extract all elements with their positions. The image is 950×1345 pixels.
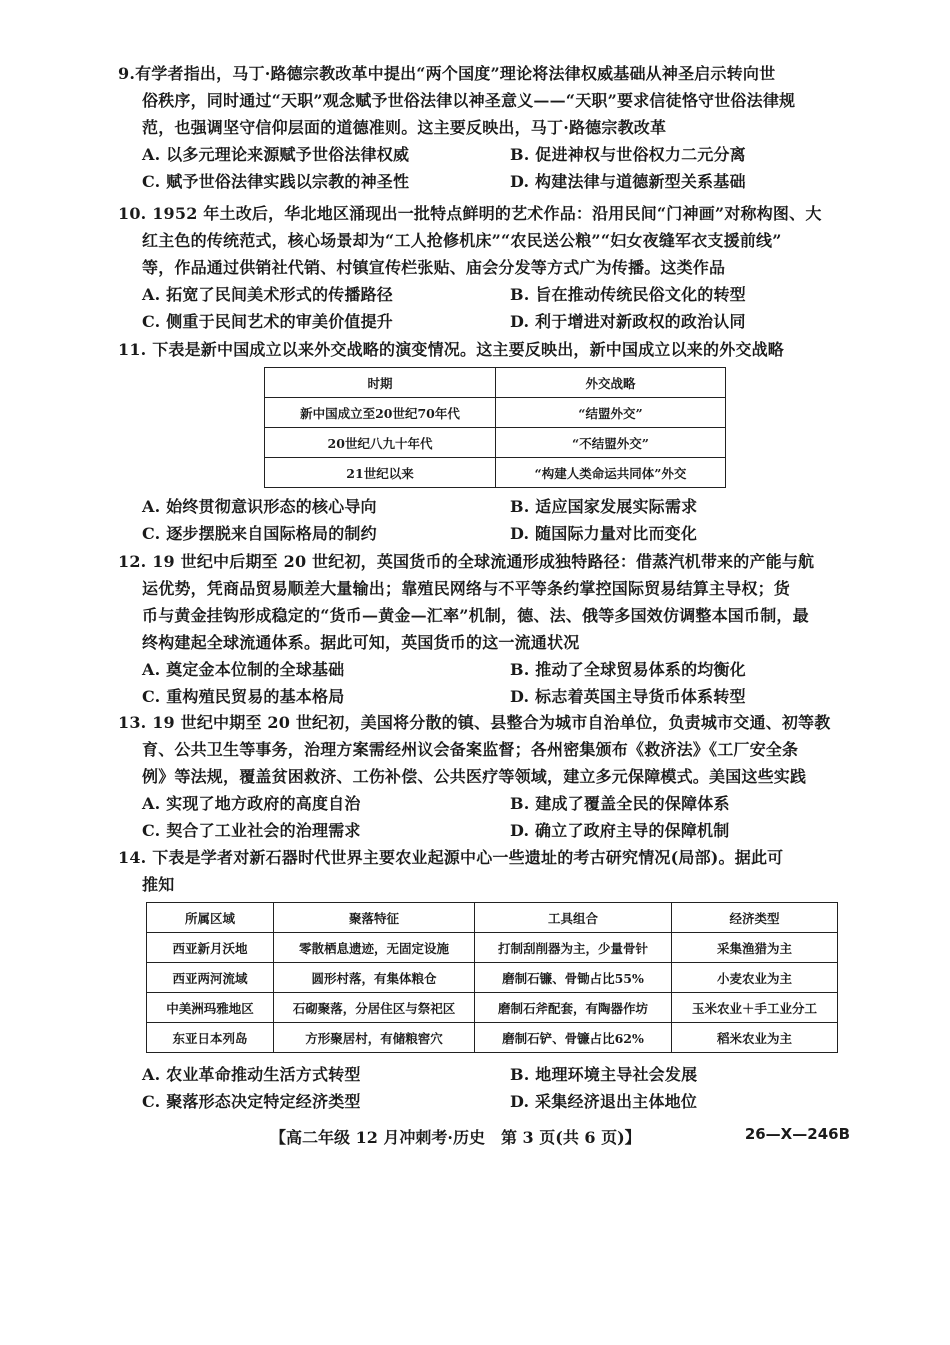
archaeology-sites-table — [146, 902, 838, 1053]
option-a: A. 拓宽了民间美术形式的传播路径 — [142, 285, 393, 304]
option-d: D. 构建法律与道德新型关系基础 — [510, 172, 746, 191]
question-9 — [118, 60, 848, 195]
table-cell: 零散栖息遗迹，无固定设施 — [274, 933, 475, 963]
option-b: B. 推动了全球贸易体系的均衡化 — [510, 660, 746, 679]
option-d: D. 标志着英国主导货币体系转型 — [510, 687, 746, 706]
option-c: C. 逐步摆脱来自国际格局的制约 — [142, 524, 377, 543]
option-a: A. 实现了地方政府的高度自治 — [142, 794, 361, 813]
question-14-options — [118, 1061, 848, 1115]
question-13 — [118, 709, 848, 844]
table-header-cell: 所属区域 — [147, 903, 274, 933]
table-cell: 石砌聚落，分居住区与祭祀区 — [274, 993, 475, 1023]
question-stem-line: 育、公共卫生等事务，治理方案需经州议会备案监督；各州密集颁布《救济法》《工厂安全条 — [142, 740, 799, 759]
question-12 — [118, 548, 848, 710]
footer-title: 【高二年级 12 月冲刺考·历史 第 3 页(共 6 页)】 — [270, 1128, 641, 1147]
table-cell: 磨制石铲、骨镰占比62% — [475, 1023, 672, 1053]
table-cell: 磨制石斧配套，有陶器作坊 — [475, 993, 672, 1023]
table-cell: 新中国成立至20世纪70年代 — [265, 398, 496, 428]
question-14 — [118, 844, 848, 898]
question-stem-line: 运优势，凭商品贸易顺差大量输出；靠殖民网络与不平等条约掌控国际贸易结算主导权；货 — [142, 579, 791, 598]
option-b: B. 适应国家发展实际需求 — [510, 497, 698, 516]
question-stem-line: 9.有学者指出，马丁·路德宗教改革中提出“两个国度”理论将法律权威基础从神圣启示转向世 — [118, 64, 776, 83]
option-d: D. 采集经济退出主体地位 — [510, 1092, 698, 1111]
table-row — [265, 458, 726, 488]
table-row — [147, 933, 838, 963]
question-stem-line: 终构建起全球流通体系。据此可知，英国货币的这一流通状况 — [142, 633, 580, 652]
table-row — [147, 993, 838, 1023]
option-d: D. 随国际力量对比而变化 — [510, 524, 698, 543]
option-b: B. 促进神权与世俗权力二元分离 — [510, 145, 746, 164]
option-b: B. 建成了覆盖全民的保障体系 — [510, 794, 730, 813]
table-cell: “结盟外交” — [496, 398, 726, 428]
question-stem-line: 12. 19 世纪中后期至 20 世纪初，英国货币的全球流通形成独特路径：借蒸汽机带来的产能与航 — [118, 552, 815, 571]
option-a: A. 以多元理论来源赋予世俗法律权威 — [142, 145, 410, 164]
option-b: B. 旨在推动传统民俗文化的转型 — [510, 285, 746, 304]
table-cell: 小麦农业为主 — [672, 963, 838, 993]
question-stem-line: 范，也强调坚守信仰层面的道德准则。这主要反映出，马丁·路德宗教改革 — [142, 118, 667, 137]
question-stem-line: 例》等法规，覆盖贫困救济、工伤补偿、公共医疗等领域，建立多元保障模式。美国这些实践 — [142, 767, 807, 786]
question-stem-line: 红主色的传统范式，核心场景却为“工人抢修机床”“农民送公粮”“妇女夜缝军衣支援前线” — [142, 231, 782, 250]
option-b: B. 地理环境主导社会发展 — [510, 1065, 698, 1084]
table-header-cell: 经济类型 — [672, 903, 838, 933]
option-c: C. 重构殖民贸易的基本格局 — [142, 687, 345, 706]
table-cell: 方形聚居村，有储粮窖穴 — [274, 1023, 475, 1053]
question-10 — [118, 200, 848, 335]
table-row — [265, 428, 726, 458]
question-stem-line: 等，作品通过供销社代销、村镇宣传栏张贴、庙会分发等方式广为传播。这类作品 — [142, 258, 726, 277]
option-c: C. 赋予世俗法律实践以宗教的神圣性 — [142, 172, 410, 191]
option-a: A. 始终贯彻意识形态的核心导向 — [142, 497, 377, 516]
table-cell: 西亚新月沃地 — [147, 933, 274, 963]
question-stem-line: 10. 1952 年土改后，华北地区涌现出一批特点鲜明的艺术作品：沿用民间“门神画”对称构图、大 — [118, 204, 822, 223]
table-cell: “构建人类命运共同体”外交 — [496, 458, 726, 488]
table-header-cell: 外交战略 — [496, 368, 726, 398]
option-d: D. 利于增进对新政权的政治认同 — [510, 312, 746, 331]
table-row — [147, 963, 838, 993]
option-a: A. 农业革命推动生活方式转型 — [142, 1065, 361, 1084]
question-11 — [118, 336, 848, 363]
question-11-options — [118, 493, 848, 547]
table-cell: 中美洲玛雅地区 — [147, 993, 274, 1023]
table-row — [147, 1023, 838, 1053]
diplomacy-strategy-table — [264, 367, 726, 488]
table-cell: “不结盟外交” — [496, 428, 726, 458]
option-d: D. 确立了政府主导的保障机制 — [510, 821, 730, 840]
table-cell: 东亚日本列岛 — [147, 1023, 274, 1053]
question-stem-line: 14. 下表是学者对新石器时代世界主要农业起源中心一些遗址的考古研究情况(局部)。据此可 — [118, 848, 784, 867]
option-c: C. 聚落形态决定特定经济类型 — [142, 1092, 361, 1111]
question-stem-line: 13. 19 世纪中期至 20 世纪初，美国将分散的镇、县整合为城市自治单位，负责城市交通、初等教 — [118, 713, 831, 732]
table-cell: 采集渔猎为主 — [672, 933, 838, 963]
table-cell: 西亚两河流域 — [147, 963, 274, 993]
table-cell: 玉米农业＋手工业分工 — [672, 993, 838, 1023]
table-header-cell: 聚落特征 — [274, 903, 475, 933]
paper-code: 26—X—246B — [744, 1125, 850, 1143]
question-stem-line: 11. 下表是新中国成立以来外交战略的演变情况。这主要反映出，新中国成立以来的外交战略 — [118, 340, 785, 359]
table-row — [265, 398, 726, 428]
question-stem-line: 币与黄金挂钩形成稳定的“货币—黄金—汇率”机制，德、法、俄等多国效仿调整本国币制，最 — [142, 606, 809, 625]
table-cell: 20世纪八九十年代 — [265, 428, 496, 458]
table-cell: 稻米农业为主 — [672, 1023, 838, 1053]
question-stem-line: 推知 — [142, 875, 175, 894]
table-header-cell: 工具组合 — [475, 903, 672, 933]
table-cell: 打制刮削器为主，少量骨针 — [475, 933, 672, 963]
option-c: C. 契合了工业社会的治理需求 — [142, 821, 361, 840]
question-stem-line: 俗秩序，同时通过“天职”观念赋予世俗法律以神圣意义——“天职”要求信徒恪守世俗法律规 — [142, 91, 796, 110]
table-cell: 21世纪以来 — [265, 458, 496, 488]
table-cell: 磨制石镰、骨锄占比55% — [475, 963, 672, 993]
table-cell: 圆形村落，有集体粮仓 — [274, 963, 475, 993]
table-header-cell: 时期 — [265, 368, 496, 398]
page-footer — [270, 1125, 850, 1148]
option-a: A. 奠定金本位制的全球基础 — [142, 660, 345, 679]
option-c: C. 侧重于民间艺术的审美价值提升 — [142, 312, 393, 331]
